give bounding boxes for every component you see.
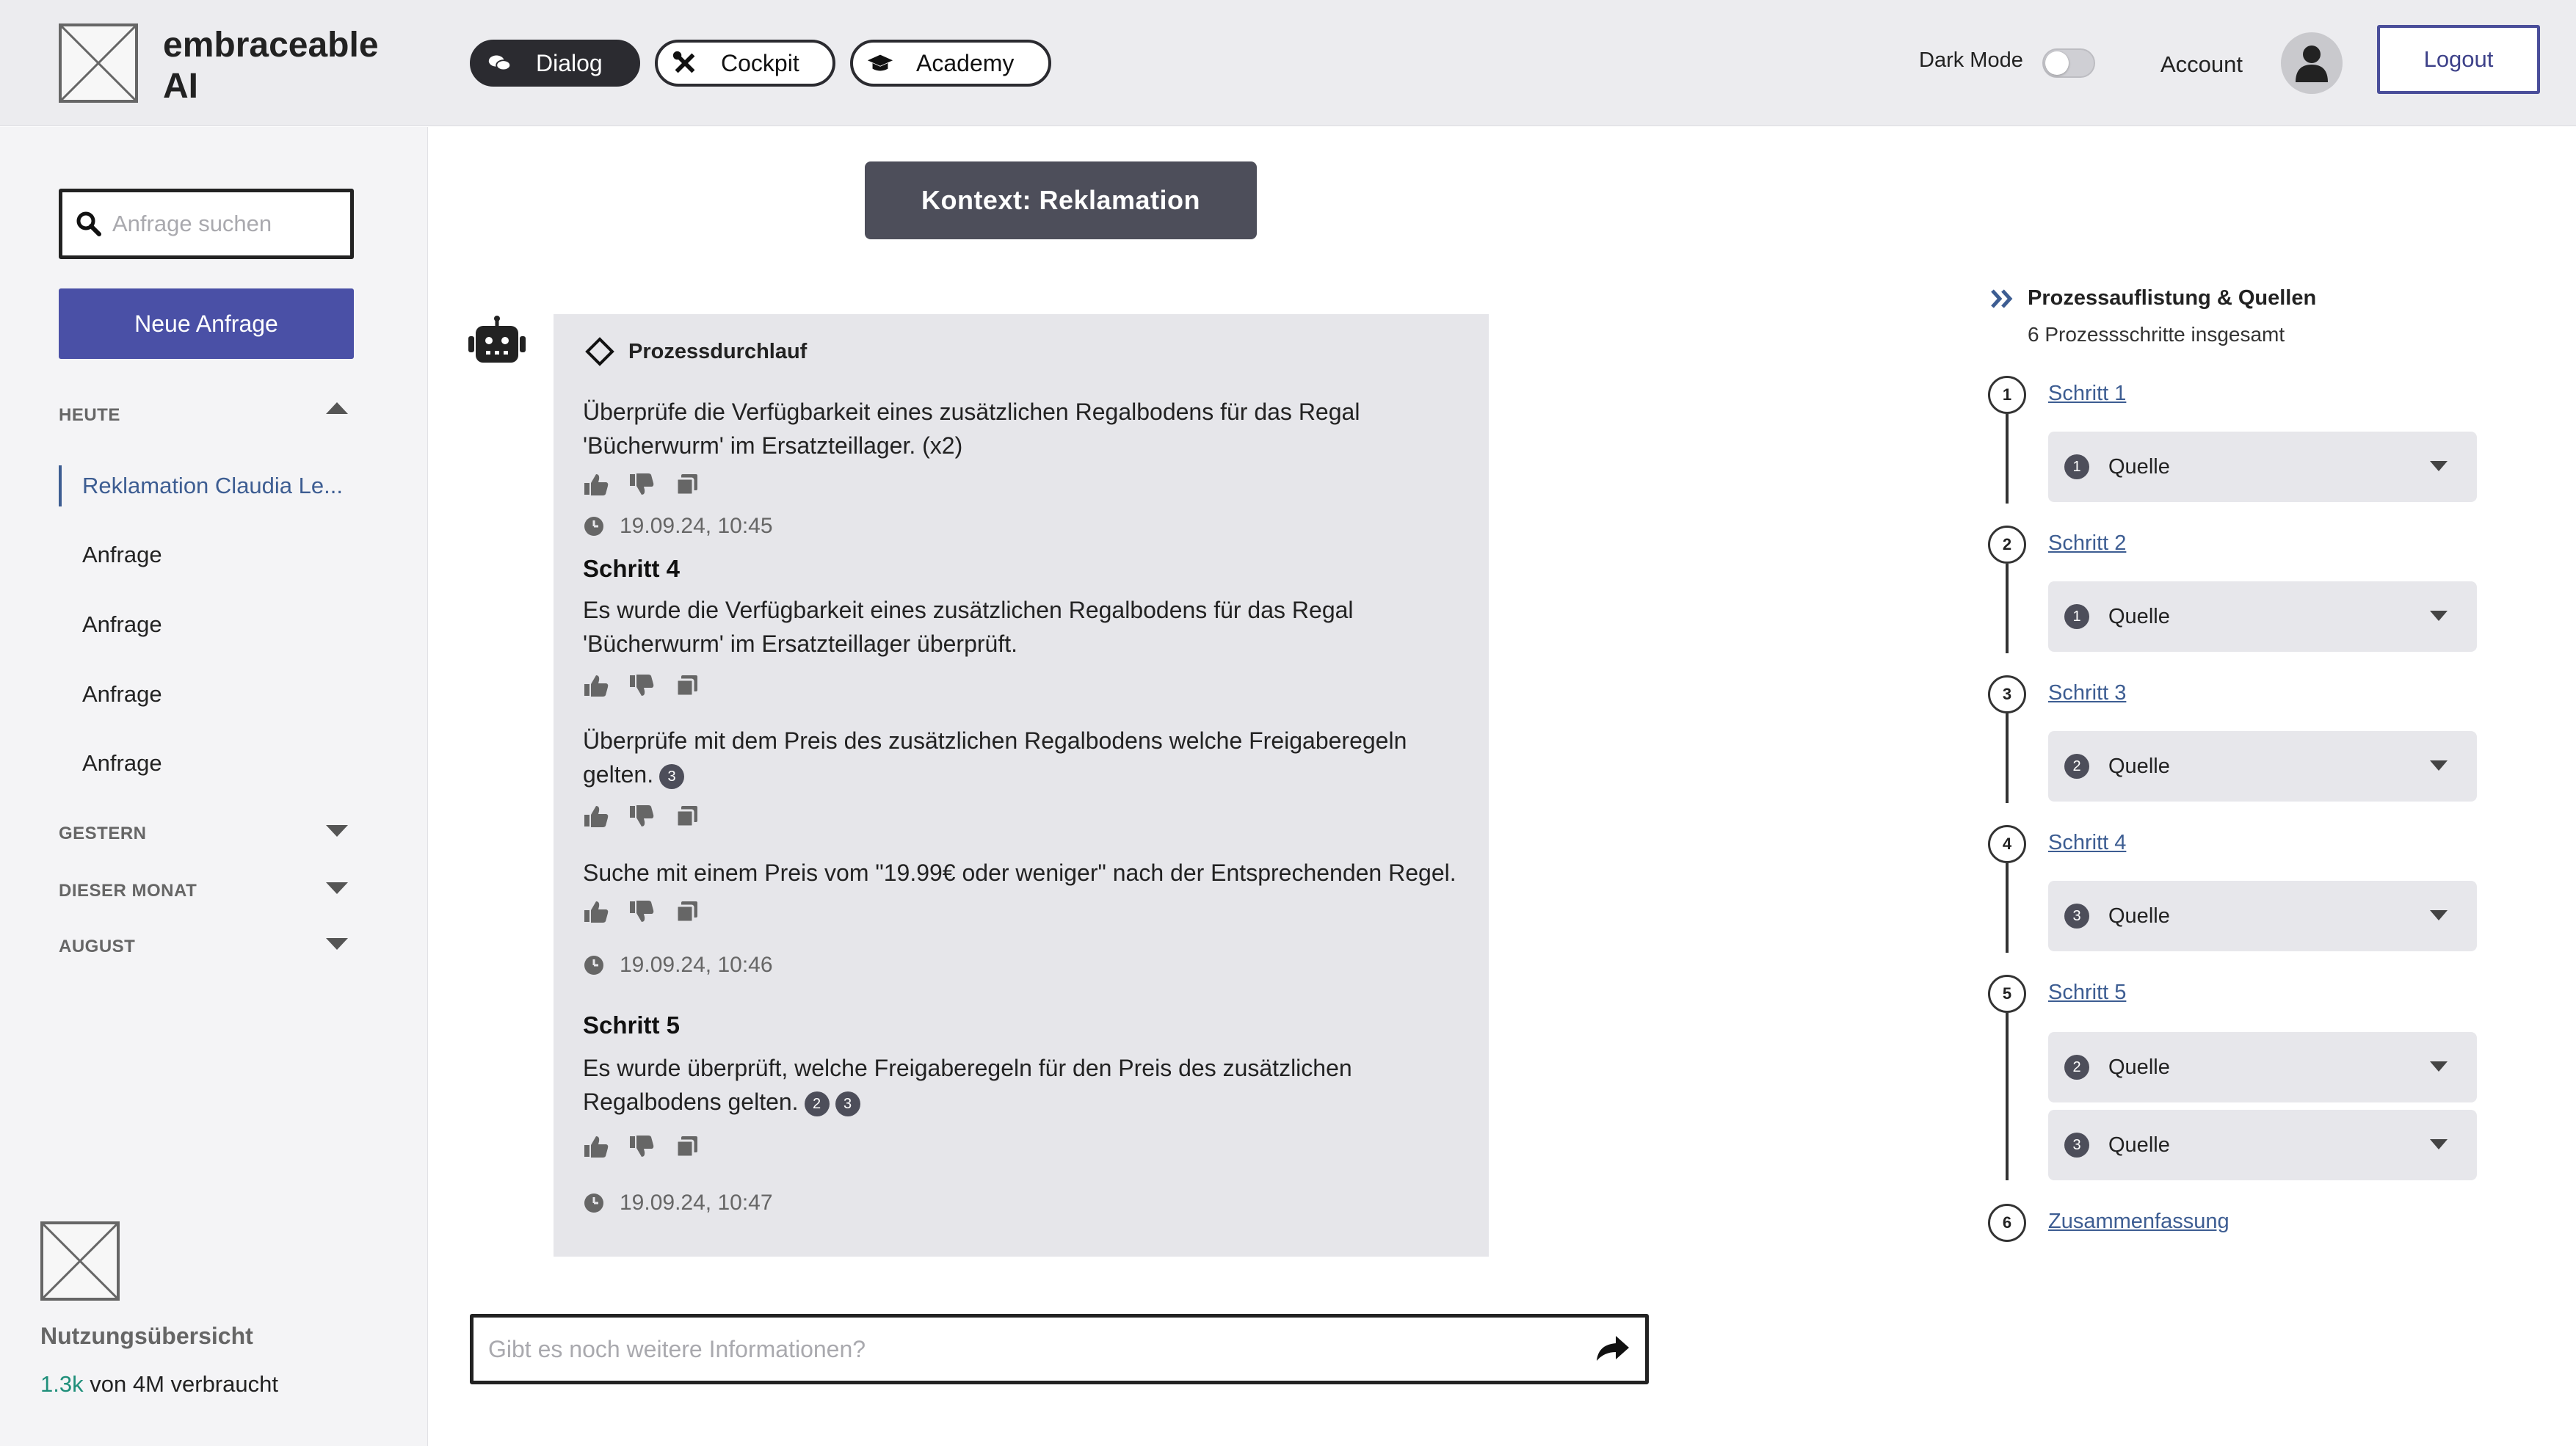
card-title: Prozessdurchlauf xyxy=(584,336,807,367)
timestamp: 19.09.24, 10:46 xyxy=(583,953,773,978)
step-text: Es wurde überprüft, welche Freigaberegeln für den Preis des zusätzlichen Regalbodens gelten. 2 3 xyxy=(583,1055,1352,1115)
double-chevron-right-icon[interactable] xyxy=(1989,288,2016,310)
message-text: Überprüfe mit dem Preis des zusätzlichen Regalbodens welche Freigaberegeln gelten. 3 xyxy=(583,727,1407,788)
thumbs-up-icon[interactable] xyxy=(583,473,609,496)
step-heading: Schritt 4 xyxy=(583,555,681,582)
step-heading: Schritt 5 xyxy=(583,1011,681,1039)
tab-academy[interactable] xyxy=(850,40,1051,87)
step-link-3[interactable]: Schritt 3 xyxy=(2048,681,2127,705)
source-label: Quelle xyxy=(2108,604,2170,628)
source-badge: 3 xyxy=(2064,904,2089,929)
caret-down-icon xyxy=(2428,909,2449,922)
timeline-line xyxy=(2006,863,2009,953)
graduation-cap-icon xyxy=(866,49,894,77)
toggle-knob xyxy=(2045,51,2069,75)
source-badge: 2 xyxy=(2064,754,2089,779)
chat-input-box[interactable] xyxy=(470,1314,1649,1384)
step-link-summary[interactable]: Zusammenfassung xyxy=(2048,1210,2229,1233)
source-ref-badge[interactable]: 2 xyxy=(805,1091,830,1116)
search-icon xyxy=(76,211,102,237)
robot-icon xyxy=(467,316,527,368)
sidebar-item-anfrage[interactable]: Anfrage xyxy=(82,542,162,567)
sidebar-item-anfrage[interactable]: Anfrage xyxy=(82,611,162,637)
step-number: 3 xyxy=(1988,675,2026,713)
step-number: 4 xyxy=(1988,825,2026,863)
source-dropdown[interactable] xyxy=(2048,432,2477,502)
source-ref-badge[interactable]: 3 xyxy=(659,764,684,789)
step-number: 1 xyxy=(1988,376,2026,414)
source-badge: 3 xyxy=(2064,1133,2089,1158)
tools-icon xyxy=(671,49,699,77)
source-badge: 2 xyxy=(2064,1055,2089,1080)
sidebar-item-reklamation[interactable]: Reklamation Claudia Le... xyxy=(82,473,343,498)
message-text: Überprüfe die Verfügbarkeit eines zusätzlichen Regalbodens für das Regal 'Bücherwurm' im Ersatzteillager. (x2) xyxy=(583,399,1360,459)
dark-mode-label: Dark Mode xyxy=(1919,48,2023,72)
tab-label: Dialog xyxy=(536,49,603,76)
thumbs-down-icon[interactable] xyxy=(628,900,655,923)
diamond-icon xyxy=(584,336,615,367)
usage-used: 1.3k xyxy=(40,1371,84,1397)
step-number: 5 xyxy=(1988,975,2026,1013)
new-request-button[interactable]: Neue Anfrage xyxy=(59,288,354,359)
brand-name: embraceable AI xyxy=(163,26,379,106)
thumbs-down-icon[interactable] xyxy=(628,804,655,828)
chevron-down-icon[interactable] xyxy=(323,879,351,895)
tab-label: Cockpit xyxy=(721,49,799,76)
thumbs-down-icon[interactable] xyxy=(628,1135,655,1158)
timeline-line xyxy=(2006,713,2009,803)
panel-title: Prozessauflistung & Quellen xyxy=(2028,286,2317,310)
timestamp: 19.09.24, 10:47 xyxy=(583,1191,773,1216)
step-link-5[interactable]: Schritt 5 xyxy=(2048,981,2127,1004)
step-link-4[interactable]: Schritt 4 xyxy=(2048,831,2127,854)
source-label: Quelle xyxy=(2108,754,2170,778)
message-actions xyxy=(583,804,700,828)
copy-icon[interactable] xyxy=(674,473,700,496)
message-text: Suche mit einem Preis vom "19.99€ oder weniger" nach der Entsprechenden Regel. xyxy=(583,860,1456,886)
chevron-down-icon[interactable] xyxy=(323,935,351,951)
thumbs-down-icon[interactable] xyxy=(628,674,655,697)
user-icon xyxy=(2294,44,2329,82)
step-link-2[interactable]: Schritt 2 xyxy=(2048,531,2127,555)
step-number: 2 xyxy=(1988,526,2026,564)
caret-down-icon xyxy=(2428,759,2449,772)
chevron-up-icon[interactable] xyxy=(323,399,351,415)
chevron-down-icon[interactable] xyxy=(323,822,351,838)
caret-down-icon xyxy=(2428,1138,2449,1151)
source-dropdown[interactable] xyxy=(2048,581,2477,652)
message-actions xyxy=(583,1135,700,1158)
source-label: Quelle xyxy=(2108,454,2170,479)
section-august[interactable]: AUGUST xyxy=(59,937,136,956)
tab-dialog[interactable] xyxy=(470,40,640,87)
source-badge: 1 xyxy=(2064,454,2089,479)
logo-placeholder-image xyxy=(59,23,138,103)
step-link-1[interactable]: Schritt 1 xyxy=(2048,382,2127,405)
context-badge: Kontext: Reklamation xyxy=(865,161,1257,239)
search-box[interactable] xyxy=(59,189,354,259)
chat-input[interactable] xyxy=(488,1336,1591,1363)
message-actions xyxy=(583,674,700,697)
dark-mode-toggle[interactable] xyxy=(2042,48,2095,78)
sidebar-item-anfrage[interactable]: Anfrage xyxy=(82,750,162,776)
timeline-line xyxy=(2006,1013,2009,1180)
source-label: Quelle xyxy=(2108,1133,2170,1157)
source-ref-badge[interactable]: 3 xyxy=(835,1091,860,1116)
thumbs-up-icon[interactable] xyxy=(583,1135,609,1158)
caret-down-icon xyxy=(2428,459,2449,473)
thumbs-down-icon[interactable] xyxy=(628,473,655,496)
clock-icon xyxy=(583,954,605,976)
message-actions xyxy=(583,473,700,496)
tab-label: Academy xyxy=(916,49,1015,76)
active-indicator xyxy=(59,465,62,506)
copy-icon[interactable] xyxy=(674,674,700,697)
message-actions xyxy=(583,900,700,923)
source-dropdown[interactable] xyxy=(2048,881,2477,951)
source-label: Quelle xyxy=(2108,904,2170,928)
timeline-line xyxy=(2006,414,2009,504)
timeline-line xyxy=(2006,564,2009,653)
panel-subtitle: 6 Prozessschritte insgesamt xyxy=(2028,323,2285,346)
source-badge: 1 xyxy=(2064,604,2089,629)
thumbs-up-icon[interactable] xyxy=(583,804,609,828)
section-dieser-monat[interactable]: DIESER MONAT xyxy=(59,881,197,901)
sidebar-item-anfrage[interactable]: Anfrage xyxy=(82,681,162,707)
source-label: Quelle xyxy=(2108,1055,2170,1079)
chat-bubbles-icon xyxy=(486,49,514,77)
usage-title: Nutzungsübersicht xyxy=(40,1323,253,1349)
copy-icon[interactable] xyxy=(674,900,700,923)
tab-cockpit[interactable] xyxy=(655,40,835,87)
timestamp: 19.09.24, 10:45 xyxy=(583,514,773,539)
usage-placeholder-image xyxy=(40,1221,120,1301)
usage-value xyxy=(40,1371,278,1398)
section-gestern[interactable]: GESTERN xyxy=(59,824,147,843)
thumbs-up-icon[interactable] xyxy=(583,900,609,923)
thumbs-up-icon[interactable] xyxy=(583,674,609,697)
copy-icon[interactable] xyxy=(674,1135,700,1158)
section-heute[interactable]: HEUTE xyxy=(59,405,120,425)
copy-icon[interactable] xyxy=(674,804,700,828)
send-arrow-icon[interactable] xyxy=(1591,1329,1632,1370)
step-text: Es wurde die Verfügbarkeit eines zusätzlichen Regalbodens für das Regal 'Bücherwurm' im Ersatzteillager überprüft. xyxy=(583,597,1354,657)
caret-down-icon xyxy=(2428,1060,2449,1073)
avatar[interactable] xyxy=(2281,32,2343,94)
source-dropdown[interactable] xyxy=(2048,1032,2477,1102)
search-input[interactable] xyxy=(112,211,333,237)
step-number: 6 xyxy=(1988,1204,2026,1242)
logout-button[interactable]: Logout xyxy=(2377,25,2540,94)
clock-icon xyxy=(583,1192,605,1214)
usage-rest: von 4M verbraucht xyxy=(90,1371,278,1397)
source-dropdown[interactable] xyxy=(2048,731,2477,802)
source-dropdown[interactable] xyxy=(2048,1110,2477,1180)
clock-icon xyxy=(583,515,605,537)
caret-down-icon xyxy=(2428,609,2449,622)
account-link[interactable]: Account xyxy=(2160,51,2243,77)
